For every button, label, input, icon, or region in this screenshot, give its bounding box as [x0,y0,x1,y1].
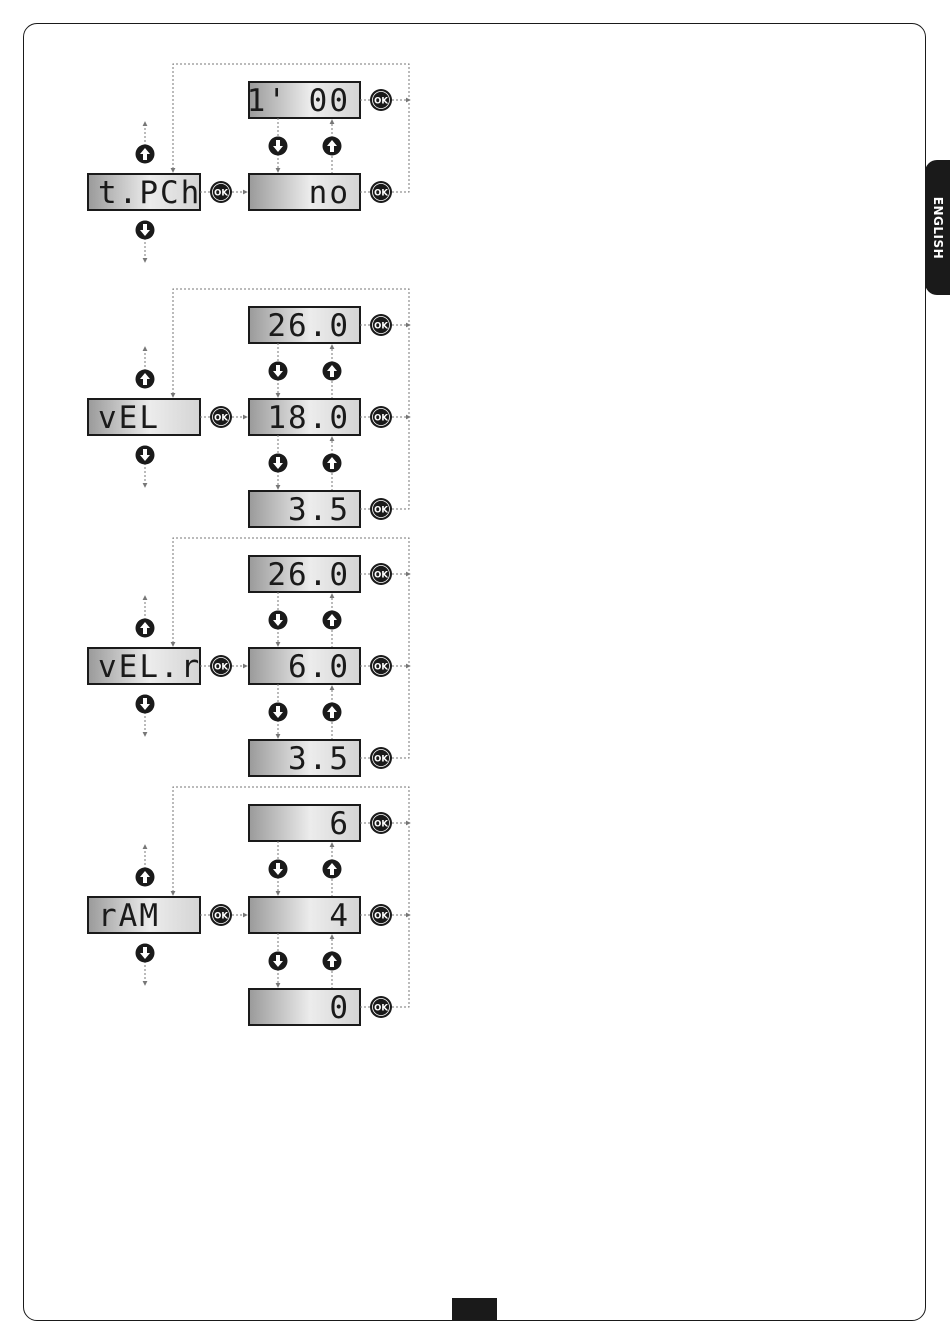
ok-icon[interactable] [370,904,392,926]
svg-text:OK: OK [214,662,228,673]
svg-text:OK: OK [374,188,388,199]
ok-icon[interactable] [370,181,392,203]
svg-text:OK: OK [214,188,228,199]
ok-icon[interactable] [370,812,392,834]
value-box-2-2 [249,740,360,777]
arrow-up-icon[interactable] [136,145,155,164]
value-box-1-2 [249,491,360,528]
arrow-up-icon[interactable] [323,362,342,381]
arrow-up-icon[interactable] [136,370,155,389]
svg-text:OK: OK [374,505,388,516]
arrow-down-icon[interactable] [136,446,155,465]
arrow-down-icon[interactable] [269,952,288,971]
svg-text:OK: OK [214,413,228,424]
arrow-up-icon[interactable] [136,619,155,638]
arrow-up-icon[interactable] [323,703,342,722]
ok-icon[interactable] [370,747,392,769]
value-box-0-0-text: 1' 00 [246,83,350,119]
arrow-up-icon[interactable] [136,868,155,887]
value-box-2-1 [249,648,360,685]
arrow-up-icon[interactable] [323,454,342,473]
svg-text:OK: OK [374,96,388,107]
value-box-3-1-text: 4 [329,898,350,934]
value-box-0-1-text: no [308,175,350,211]
svg-text:OK: OK [374,413,388,424]
arrow-down-icon[interactable] [269,860,288,879]
svg-text:OK: OK [374,911,388,922]
value-box-3-0-text: 6 [329,806,350,842]
value-box-0-0 [247,82,360,119]
ok-icon[interactable] [370,406,392,428]
arrow-down-icon[interactable] [136,695,155,714]
menu-param-1 [88,399,200,436]
value-box-1-1-text: 18.0 [267,400,350,436]
menu-param-1-text: vEL [98,400,160,436]
value-box-3-2 [249,989,360,1026]
arrow-down-icon[interactable] [269,362,288,381]
language-tab-label: ENGLISH [930,196,945,259]
arrow-up-icon[interactable] [323,611,342,630]
menu-param-0 [88,174,201,211]
menu-param-3-text: rAM [98,898,160,934]
ok-icon[interactable] [370,89,392,111]
menu-param-3 [88,897,200,934]
value-box-3-0 [249,805,360,842]
value-box-2-2-text: 3.5 [288,741,350,777]
arrow-down-icon[interactable] [269,137,288,156]
svg-text:OK: OK [374,1003,388,1014]
arrow-down-icon[interactable] [269,703,288,722]
value-box-2-1-text: 6.0 [288,649,350,685]
menu-param-0-text: t.PCh [98,175,202,211]
arrow-down-icon[interactable] [269,454,288,473]
arrow-down-icon[interactable] [136,221,155,240]
arrow-down-icon[interactable] [269,611,288,630]
svg-text:OK: OK [374,754,388,765]
svg-text:OK: OK [374,321,388,332]
arrow-up-icon[interactable] [323,137,342,156]
value-box-3-1 [249,897,360,934]
ok-icon[interactable] [370,996,392,1018]
arrow-up-icon[interactable] [323,952,342,971]
value-box-1-1 [249,399,360,436]
ok-icon[interactable] [210,655,232,677]
ok-icon[interactable] [210,181,232,203]
value-box-2-0-text: 26.0 [267,557,350,593]
ok-icon[interactable] [210,904,232,926]
menu-param-2-text: vEL.r [98,649,202,685]
ok-icon[interactable] [370,563,392,585]
svg-text:OK: OK [214,911,228,922]
svg-text:OK: OK [374,662,388,673]
value-box-3-2-text: 0 [329,990,350,1026]
value-box-2-0 [249,556,360,593]
ok-icon[interactable] [370,655,392,677]
ok-icon[interactable] [370,498,392,520]
arrow-up-icon[interactable] [323,860,342,879]
svg-text:OK: OK [374,570,388,581]
arrow-down-icon[interactable] [136,944,155,963]
value-box-1-2-text: 3.5 [288,492,350,528]
ok-icon[interactable] [370,314,392,336]
value-box-1-0 [249,307,360,344]
svg-text:OK: OK [374,819,388,830]
menu-param-2 [88,648,201,685]
value-box-1-0-text: 26.0 [267,308,350,344]
value-box-0-1 [249,174,360,211]
ok-icon[interactable] [210,406,232,428]
